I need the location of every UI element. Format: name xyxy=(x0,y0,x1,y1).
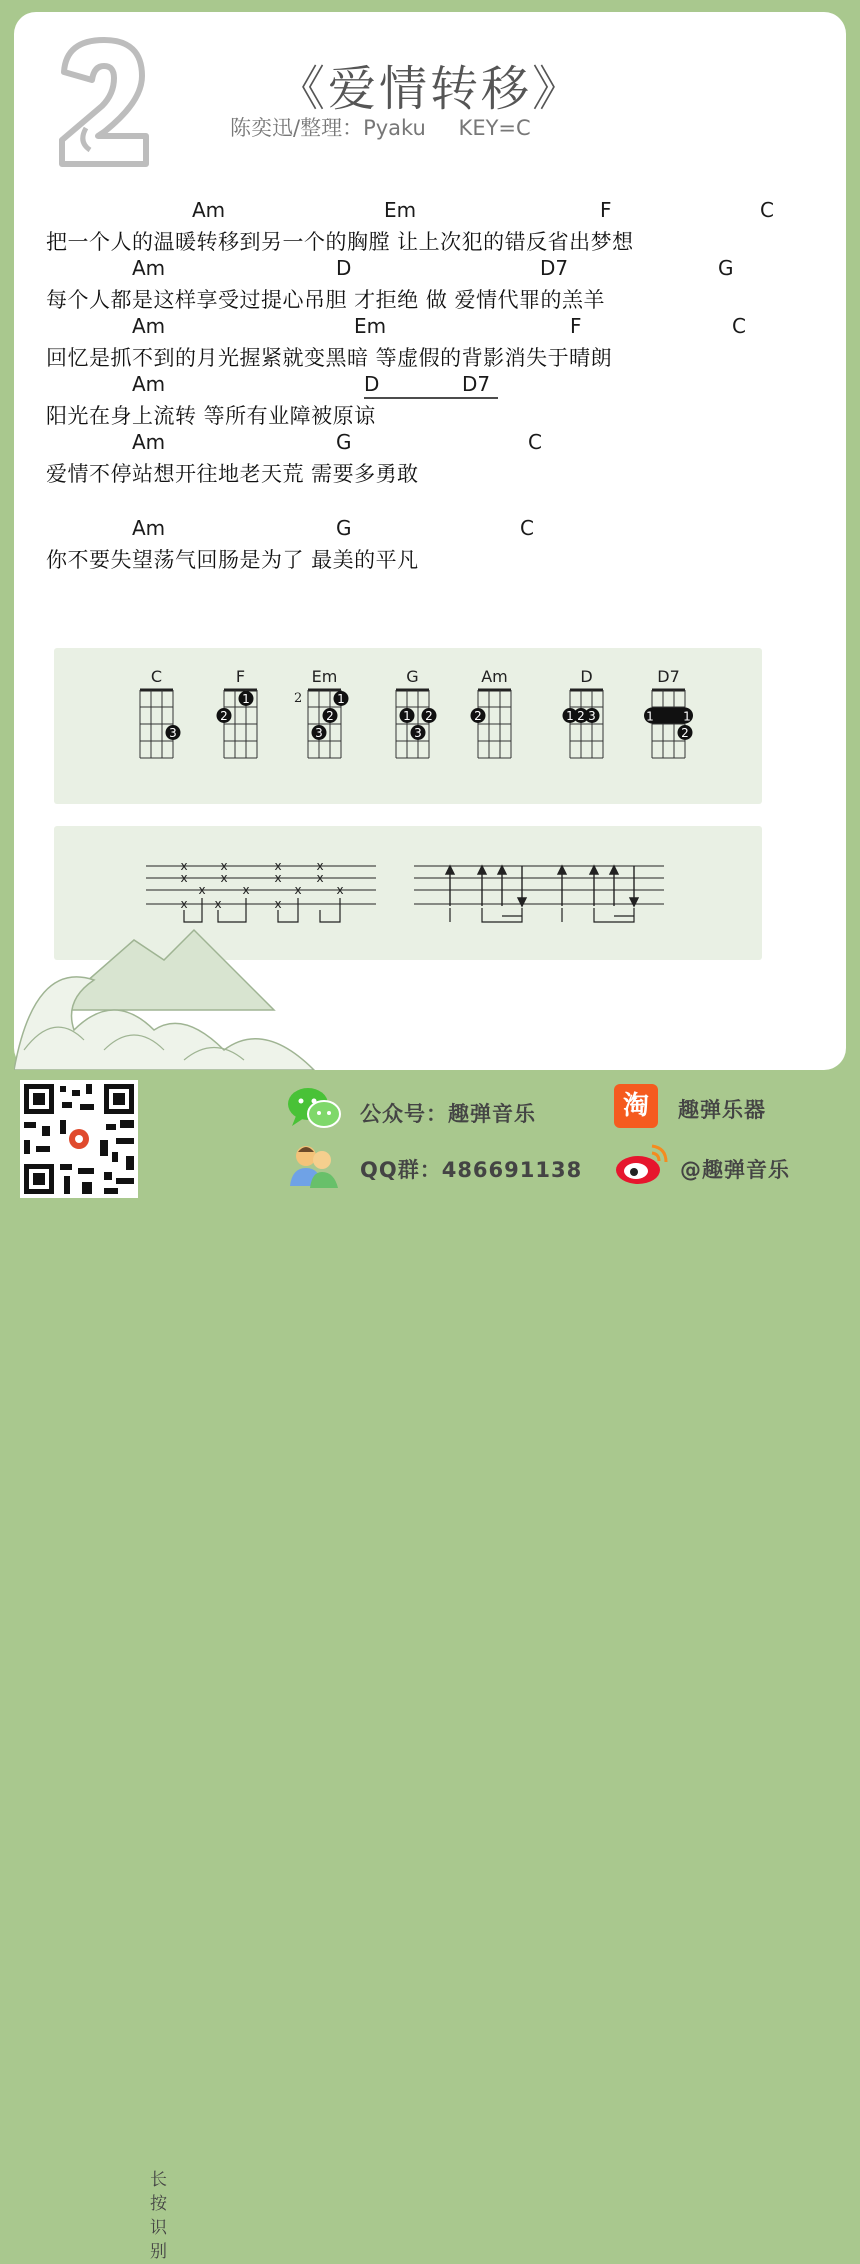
finger-number: 2 xyxy=(577,709,585,723)
chord-label: D xyxy=(364,372,380,396)
chord-label: Am xyxy=(132,430,166,454)
strum-arrows xyxy=(446,866,638,906)
svg-text:x: x xyxy=(336,883,344,897)
lyric-line: 阳光在身上流转 等所有业障被原谅 xyxy=(46,404,376,428)
chord-diagram-name: G xyxy=(406,667,419,686)
footer-bar xyxy=(0,1070,860,2262)
chord-diagram-name: F xyxy=(235,667,246,686)
barre-finger-left: 1 xyxy=(646,709,654,724)
svg-text:x: x xyxy=(220,859,228,873)
weibo-label[interactable]: @趣弹音乐 xyxy=(680,1158,790,1182)
chord-label: F xyxy=(600,198,612,222)
finger-number: 2 xyxy=(425,709,433,723)
chord-fret-start: 2 xyxy=(294,691,303,706)
lyric-line: 每个人都是这样享受过提心吊胆 才拒绝 做 爱情代罪的羔羊 xyxy=(46,288,606,312)
svg-text:x: x xyxy=(316,871,324,885)
chord-diagram-name: Em xyxy=(311,667,338,686)
lyric-line: 回忆是抓不到的月光握紧就变黑暗 等虚假的背影消失于晴朗 xyxy=(46,346,613,370)
chord-label: C xyxy=(732,314,746,338)
wechat-icon xyxy=(286,1086,342,1132)
qr-caption: 长按识别 xyxy=(150,2170,167,2262)
svg-text:x: x xyxy=(180,897,188,911)
chord-diagram-name: Am xyxy=(481,667,508,686)
chord-label: F xyxy=(570,314,582,338)
finger-number: 3 xyxy=(414,726,422,740)
chord-diagram-name: D xyxy=(580,667,593,686)
artist-arranger: 陈奕迅/整理：Pyaku xyxy=(230,116,426,140)
finger-number: 3 xyxy=(588,709,596,723)
svg-text:x: x xyxy=(180,871,188,885)
barre-finger-right: 1 xyxy=(683,709,691,724)
finger-number: 2 xyxy=(681,726,689,740)
chord-diagram-panel xyxy=(54,648,762,804)
svg-text:x: x xyxy=(294,883,302,897)
chord-label: D7 xyxy=(462,372,491,396)
qr-code[interactable] xyxy=(20,1080,138,1198)
svg-text:x: x xyxy=(274,897,282,911)
chord-label: Am xyxy=(132,372,166,396)
chord-label: G xyxy=(336,516,352,540)
song-subtitle xyxy=(230,112,531,142)
svg-text:x: x xyxy=(180,859,188,873)
finger-number: 1 xyxy=(403,709,411,723)
finger-number: 1 xyxy=(566,709,574,723)
chord-diagram-name: C xyxy=(150,667,163,686)
chord-label: D xyxy=(336,256,352,280)
chord-label: C xyxy=(760,198,774,222)
chord-label: G xyxy=(336,430,352,454)
svg-text:x: x xyxy=(274,859,282,873)
chord-label: Am xyxy=(132,314,166,338)
svg-text:x: x xyxy=(220,871,228,885)
finger-number: 1 xyxy=(242,692,250,706)
wave-mountain-decoration xyxy=(14,900,374,1070)
qq-group-label[interactable]: QQ群：486691138 xyxy=(360,1158,583,1182)
finger-number: 2 xyxy=(474,709,482,723)
chord-label: Em xyxy=(384,198,417,222)
chord-label: C xyxy=(520,516,534,540)
chord-label: C xyxy=(528,430,542,454)
chord-label: G xyxy=(718,256,734,280)
finger-number: 2 xyxy=(220,709,228,723)
taobao-label[interactable]: 趣弹乐器 xyxy=(678,1098,766,1122)
finger-number: 3 xyxy=(315,726,323,740)
song-key: KEY=C xyxy=(458,116,531,140)
chord-label: Am xyxy=(132,256,166,280)
weibo-icon xyxy=(612,1142,672,1186)
lyric-line: 把一个人的温暖转移到另一个的胸膛 让上次犯的错反省出梦想 xyxy=(46,230,634,254)
song-title: 《爱情转移》 xyxy=(276,61,583,117)
chord-label: D7 xyxy=(540,256,569,280)
lyric-line: 你不要失望荡气回肠是为了 最美的平凡 xyxy=(46,548,419,572)
svg-text:x: x xyxy=(214,897,222,911)
chord-label: Em xyxy=(354,314,387,338)
finger-number: 2 xyxy=(326,709,334,723)
svg-text:x: x xyxy=(274,871,282,885)
lyric-line: 爱情不停站想开往地老天荒 需要多勇敢 xyxy=(46,462,419,486)
strum-beams xyxy=(450,908,634,922)
svg-text:x: x xyxy=(198,883,206,897)
wechat-label[interactable]: 公众号：趣弹音乐 xyxy=(360,1102,536,1126)
chord-diagrams xyxy=(54,648,762,804)
chord-label: Am xyxy=(132,516,166,540)
chord-label: Am xyxy=(192,198,226,222)
finger-number: 3 xyxy=(169,726,177,740)
taobao-icon: 淘 xyxy=(614,1084,658,1128)
qq-group-icon xyxy=(288,1140,340,1190)
svg-text:x: x xyxy=(242,883,250,897)
svg-text:x: x xyxy=(316,859,324,873)
chord-diagram-name: D7 xyxy=(657,667,680,686)
finger-number: 1 xyxy=(337,692,345,706)
